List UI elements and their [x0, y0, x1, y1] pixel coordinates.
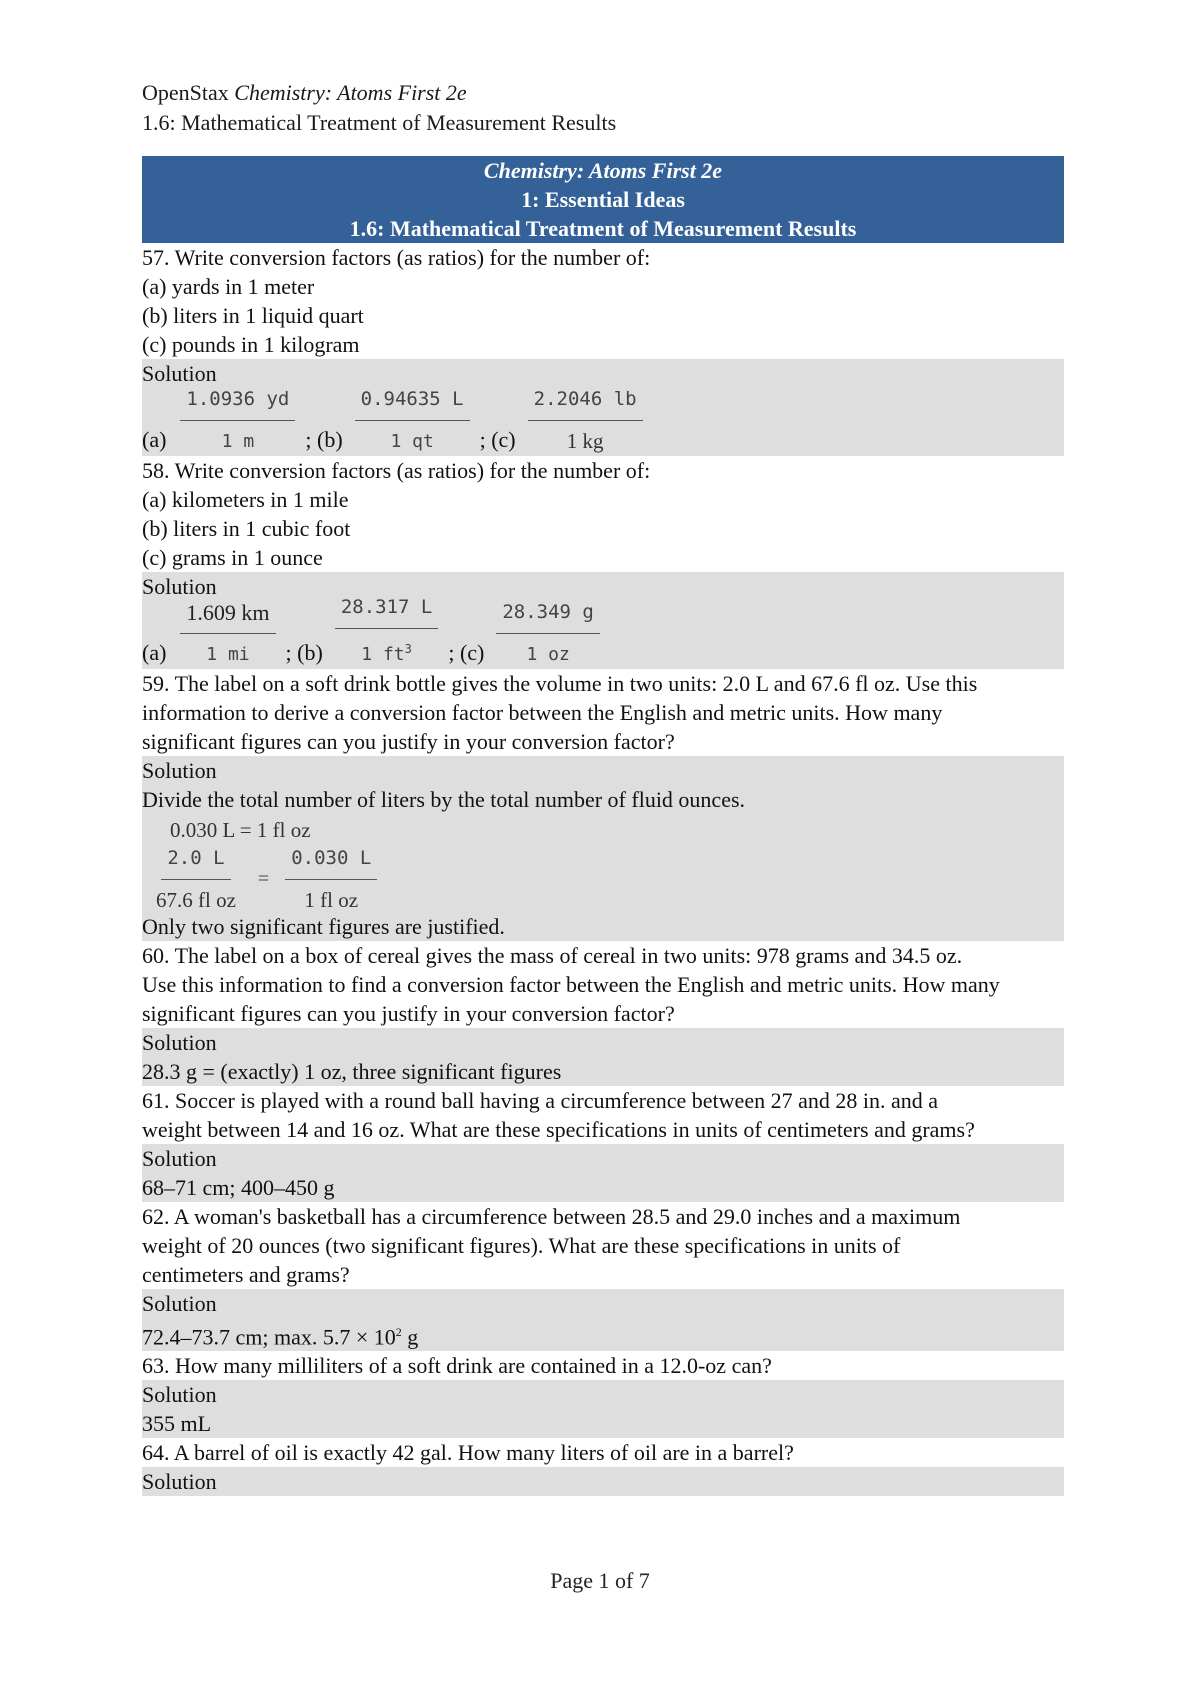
fraction-numerator: 28.317 L [335, 593, 439, 629]
document-page [142, 78, 1064, 1496]
question-59 [142, 669, 1064, 756]
fraction-c [496, 598, 600, 669]
solution-61 [142, 1144, 1064, 1202]
running-header-book-line [142, 78, 1064, 108]
fraction-denominator: 1 oz [526, 644, 570, 665]
exponent: 3 [404, 642, 412, 656]
solution-label: Solution [142, 758, 217, 783]
fraction-denominator: 1 kg [566, 429, 604, 453]
question-line: significant figures can you justify in your conversion factor? [142, 1001, 675, 1026]
fraction-c [528, 385, 643, 456]
solution-label: Solution [142, 361, 217, 386]
banner-chapter-title: 1: Essential Ideas [521, 187, 685, 212]
question-63 [142, 1351, 1064, 1380]
question-line: (a) yards in 1 meter [142, 274, 315, 299]
banner-book-title: Chemistry: Atoms First 2e [483, 158, 723, 183]
book-title: Chemistry: Atoms First 2e [234, 80, 467, 105]
question-line: 59. The label on a soft drink bottle gives the volume in two units: 2.0 L and 67.6 fl oz. Use this [142, 671, 978, 696]
question-line: weight between 14 and 16 oz. What are these specifications in units of centimeters and grams? [142, 1117, 975, 1142]
part-b-label: ; (b) [305, 427, 343, 452]
solution-60 [142, 1028, 1064, 1086]
question-line: 61. Soccer is played with a round ball having a circumference between 27 and 28 in. and a [142, 1088, 938, 1113]
question-line: centimeters and grams? [142, 1262, 350, 1287]
conversion-factors-row [142, 388, 1064, 456]
solution-63 [142, 1380, 1064, 1438]
question-line: (a) kilometers in 1 mile [142, 487, 349, 512]
fraction-denominator: 1 m [221, 431, 255, 452]
solution-answer: 28.3 g = (exactly) 1 oz, three significant figures [142, 1059, 562, 1084]
fraction-denominator: 1 qt [390, 431, 434, 452]
fraction-denominator: 1 fl oz [304, 887, 359, 912]
equation-fractions [142, 846, 1064, 912]
answer-unit: g [401, 1324, 419, 1350]
fraction-numerator: 1.609 km [180, 598, 275, 634]
question-57 [142, 243, 1064, 359]
page-number-footer: Page 1 of 7 [550, 1568, 650, 1593]
fraction-numerator: 28.349 g [496, 598, 600, 634]
solution-answer: 68–71 cm; 400–450 g [142, 1175, 335, 1200]
solution-label: Solution [142, 574, 217, 599]
part-b-label: ; (b) [285, 640, 323, 665]
solution-label: Solution [142, 1469, 217, 1495]
question-line: (b) liters in 1 cubic foot [142, 516, 351, 541]
fraction-right [285, 844, 377, 915]
solution-label: Solution [142, 1030, 217, 1055]
fraction-numerator: 1.0936 yd [180, 385, 295, 421]
question-line: (c) pounds in 1 kilogram [142, 332, 360, 357]
solution-answer [142, 1318, 1064, 1351]
question-line: information to derive a conversion factor between the English and metric units. How many [142, 700, 943, 725]
question-58 [142, 456, 1064, 572]
fraction-b [335, 593, 439, 669]
fraction-denominator [355, 629, 418, 669]
question-line: 60. The label on a box of cereal gives the mass of cereal in two units: 978 grams and 34.5 oz. [142, 943, 963, 968]
part-a-label: (a) [142, 427, 167, 452]
fraction-b [355, 385, 470, 456]
solution-label: Solution [142, 1382, 217, 1408]
fraction-left [150, 844, 242, 915]
exponent: 2 [395, 1325, 402, 1339]
title-banner [142, 156, 1064, 243]
question-line: (c) grams in 1 ounce [142, 545, 323, 570]
question-line: 63. How many milliliters of a soft drink are contained in a 12.0-oz can? [142, 1353, 772, 1379]
question-line: 58. Write conversion factors (as ratios) for the number of: [142, 458, 651, 483]
solution-64 [142, 1467, 1064, 1496]
solution-59 [142, 756, 1064, 941]
question-line: 62. A woman's basketball has a circumference between 28.5 and 29.0 inches and a maximum [142, 1204, 961, 1229]
solution-conclusion: Only two significant figures are justified. [142, 914, 505, 939]
conversion-factors-row [142, 596, 1064, 669]
question-line: Use this information to find a conversion factor between the English and metric units. How many [142, 972, 1000, 997]
question-60 [142, 941, 1064, 1028]
part-c-label: ; (c) [448, 640, 485, 665]
question-62 [142, 1202, 1064, 1289]
fraction-denominator: 1 mi [206, 644, 250, 665]
solution-label: Solution [142, 1291, 217, 1316]
denominator-text: 1 ft [361, 644, 405, 665]
banner-section-title: 1.6: Mathematical Treatment of Measurement Results [349, 216, 857, 241]
question-line: (b) liters in 1 liquid quart [142, 303, 364, 328]
question-61 [142, 1086, 1064, 1144]
part-c-label: ; (c) [479, 427, 516, 452]
fraction-numerator: 0.94635 L [355, 385, 470, 421]
publisher-name: OpenStax [142, 80, 229, 105]
answer-text: 72.4–73.7 cm; max. 5.7 × 10 [142, 1324, 396, 1350]
part-a-label: (a) [142, 640, 167, 665]
running-header-section: 1.6: Mathematical Treatment of Measurement Results [142, 110, 617, 135]
equals-sign: = [257, 867, 270, 890]
fraction-numerator: 2.0 L [161, 844, 230, 880]
equation-line: 0.030 L = 1 fl oz [170, 818, 311, 842]
fraction-numerator: 2.2046 lb [528, 385, 643, 421]
question-line: 64. A barrel of oil is exactly 42 gal. How many liters of oil are in a barrel? [142, 1440, 794, 1466]
solution-58 [142, 572, 1064, 669]
fraction-a [180, 598, 275, 669]
question-line: 57. Write conversion factors (as ratios) for the number of: [142, 245, 651, 270]
solution-57 [142, 359, 1064, 456]
running-header [142, 78, 1064, 138]
fraction-numerator: 0.030 L [285, 844, 377, 880]
solution-intro: Divide the total number of liters by the total number of fluid ounces. [142, 787, 746, 812]
fraction-denominator: 67.6 fl oz [156, 887, 236, 912]
question-64 [142, 1438, 1064, 1467]
fraction-a [180, 385, 295, 456]
question-line: weight of 20 ounces (two significant figures). What are these specifications in units of [142, 1233, 901, 1258]
solution-label: Solution [142, 1146, 217, 1171]
question-line: significant figures can you justify in your conversion factor? [142, 729, 675, 754]
solution-62 [142, 1289, 1064, 1351]
solution-answer: 355 mL [142, 1411, 212, 1437]
